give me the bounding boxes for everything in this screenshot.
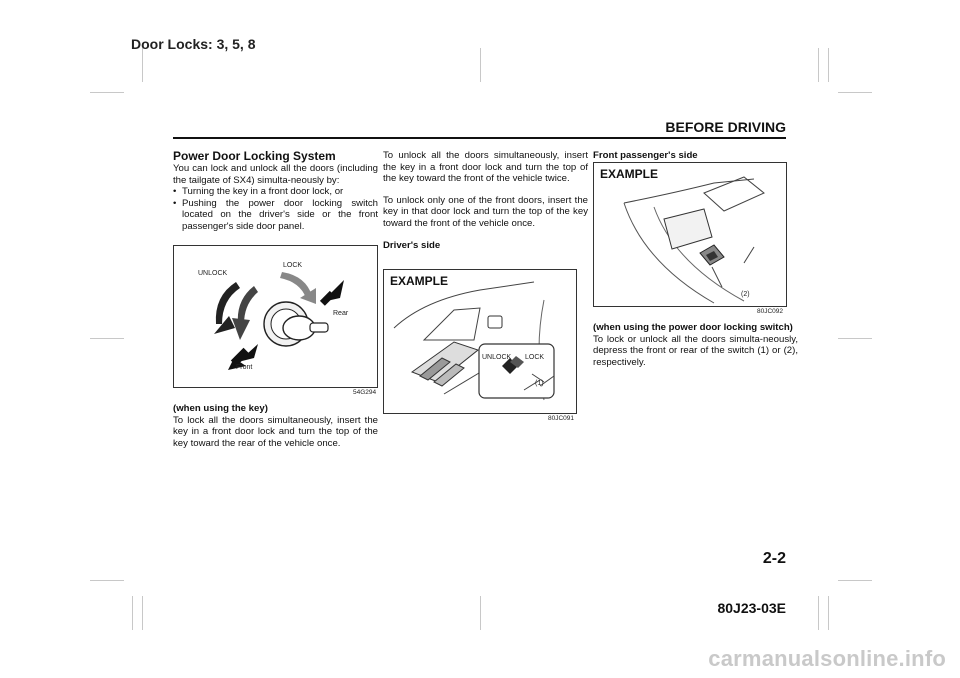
document-code: 80J23-03E: [717, 600, 786, 616]
crop-mark: [828, 596, 829, 630]
key-heading: (when using the key): [173, 403, 268, 414]
column-3-lower: [593, 322, 798, 368]
crop-mark: [90, 580, 124, 581]
key-lock-figure: [173, 245, 378, 388]
column-1-lower: [173, 403, 378, 449]
rear-label: Rear: [333, 310, 349, 317]
callout-1: (1): [535, 380, 544, 387]
figure-code: 54G294: [353, 389, 377, 396]
passenger-side-heading: Front passenger's side: [593, 150, 698, 161]
lock-label: LOCK: [283, 262, 303, 269]
unlock-all-text: To unlock all the doors simultaneously, insert the key in a front door lock and turn the top of the key toward the front of the vehicle twice.: [383, 150, 588, 185]
crop-mark: [90, 338, 124, 339]
bullet-item: • Turning the key in a front door lock, or: [173, 186, 344, 198]
lock-label: LOCK: [525, 354, 545, 361]
bullet-icon: •: [173, 186, 177, 198]
crop-mark: [480, 48, 481, 82]
crop-mark: [838, 92, 872, 93]
figure-code: 80JC091: [548, 415, 575, 422]
section-heading: Power Door Locking System: [173, 149, 336, 163]
column-1: [173, 150, 378, 233]
drivers-side-heading: Driver's side: [383, 239, 441, 251]
crop-mark: [828, 48, 829, 82]
crop-mark: [818, 596, 819, 630]
example-label: EXAMPLE: [390, 274, 449, 288]
crop-mark: [142, 48, 143, 82]
page-number: 2-2: [762, 550, 786, 567]
key-text: To lock all the doors simultaneously, insert the key in a front door lock and turn the top of the key toward the rear of the vehicle once.: [173, 414, 378, 449]
crop-mark: [90, 92, 124, 93]
watermark: carmanualsonline.info: [708, 646, 946, 671]
callout-2: (2): [741, 291, 750, 298]
crop-mark: [818, 48, 819, 82]
column-3: [593, 150, 798, 162]
unlock-one-text: To unlock only one of the front doors, insert the key in that door lock and turn the top of the key toward the front of the vehicle once.: [383, 194, 588, 229]
switch-text: To lock or unlock all the doors simulta-neously, depress the front or rear of the switch (1) or (2), respectively.: [593, 333, 798, 368]
intro-text: You can lock and unlock all the doors (including the tailgate of SX4) simulta-neously by:: [173, 163, 378, 186]
passenger-side-figure: [593, 162, 787, 307]
example-label: EXAMPLE: [600, 167, 659, 181]
column-2: [383, 150, 588, 251]
header-rule: [173, 137, 786, 139]
crop-mark: [838, 580, 872, 581]
front-label: Front: [236, 364, 253, 371]
figure-code: 80JC092: [757, 308, 784, 315]
drivers-side-figure: [383, 269, 577, 414]
unlock-label: UNLOCK: [198, 270, 228, 277]
bullet-item: • Pushing the power door locking switch located on the driver's side or the front passenger's side door panel.: [173, 197, 378, 232]
passenger-switch-illustration: [594, 163, 786, 306]
switch-heading: (when using the power door locking switch): [593, 322, 793, 333]
crop-mark: [480, 596, 481, 630]
crop-mark: [142, 596, 143, 630]
unlock-label: UNLOCK: [482, 354, 512, 361]
crop-mark: [132, 596, 133, 630]
crop-mark: [838, 338, 872, 339]
section-title: BEFORE DRIVING: [665, 119, 786, 135]
bullet-icon: •: [173, 197, 177, 209]
page-tag: Door Locks: 3, 5, 8: [131, 36, 256, 52]
driver-switch-illustration: [384, 270, 576, 413]
